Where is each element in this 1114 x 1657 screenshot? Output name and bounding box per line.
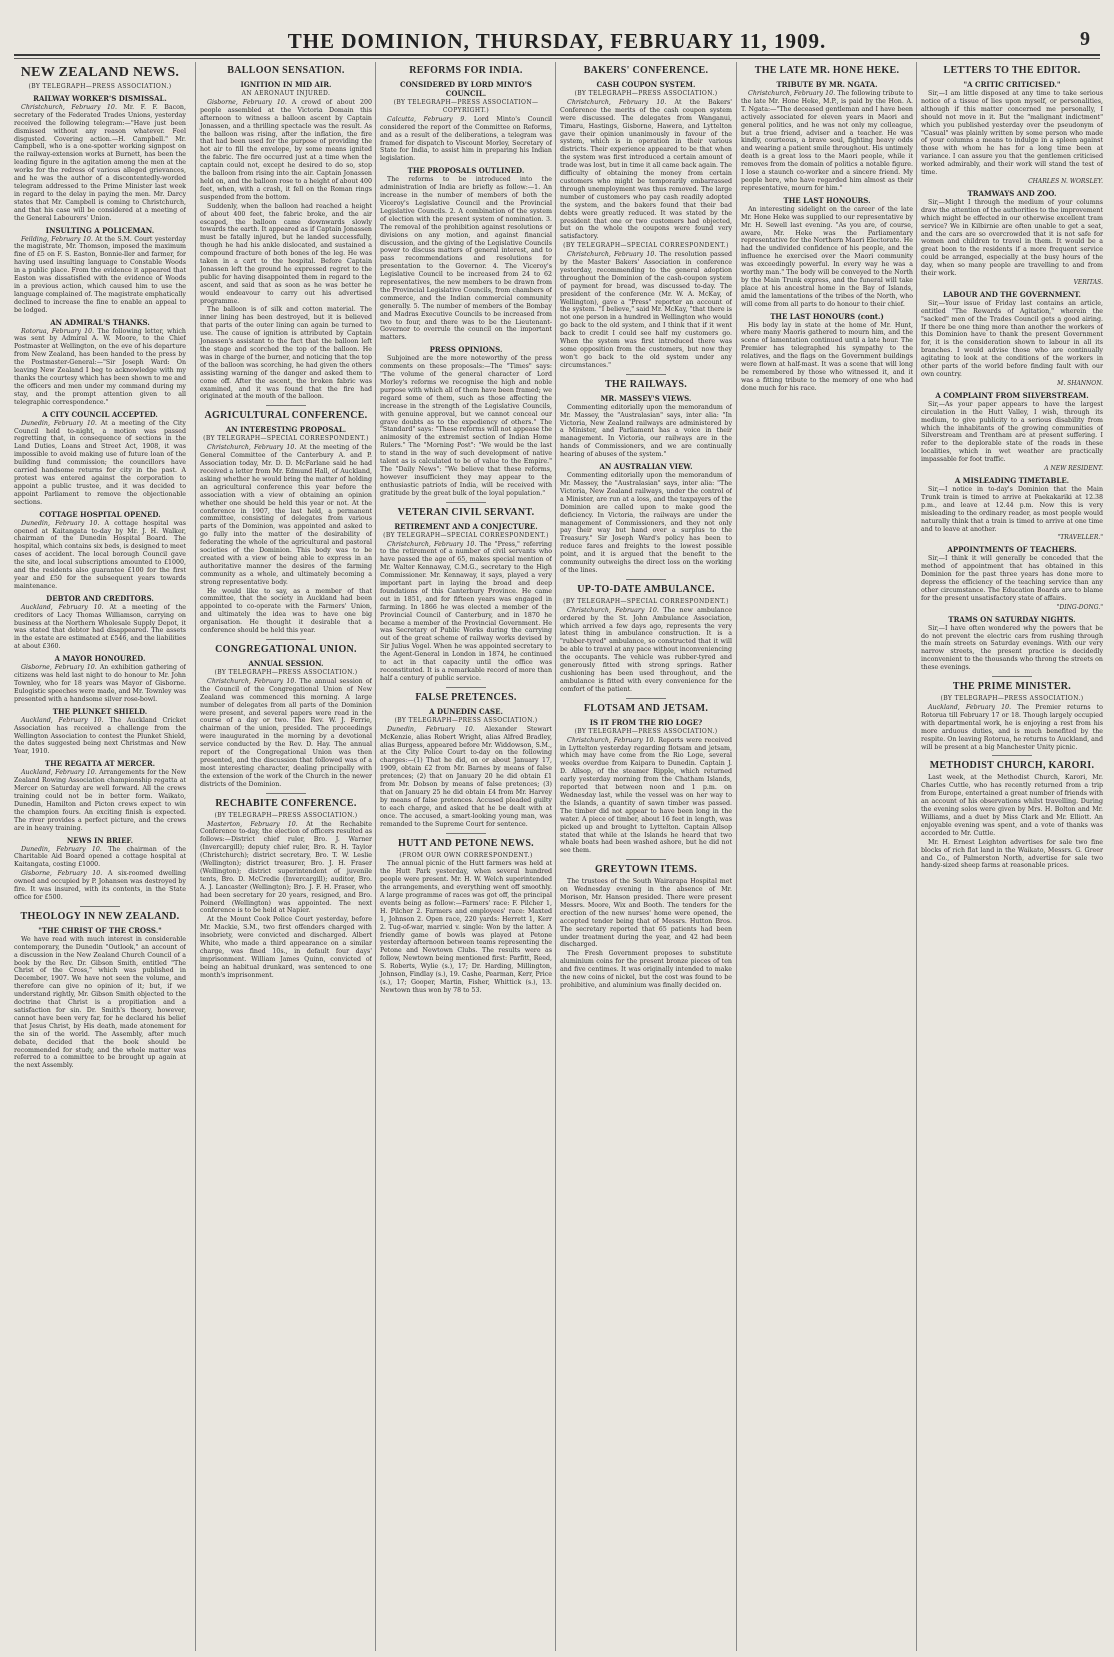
article <box>14 410 186 507</box>
article <box>200 639 372 789</box>
article-text: The Premier returns to Rotorua till February 17 or 18. Though largely occupied with departmental work, he is enjoying a rest from his more arduous duties, and is much benefited by the respite. On leaving Rotorua, he returns to Auckland, and will be present at a big Manchester Unity picnic. <box>921 704 1103 751</box>
article-headline: THE PRIME MINISTER. <box>952 681 1072 693</box>
article-body <box>14 846 186 870</box>
article-body <box>380 860 552 994</box>
article-subheading: A MISLEADING TIMETABLE. <box>954 475 1070 485</box>
article-source-line: (FROM OUR OWN CORRESPONDENT.) <box>399 851 533 859</box>
article-body <box>200 916 372 979</box>
article-dateline: Rotorua, February 10. <box>21 327 95 335</box>
article-headline: FALSE PRETENCES. <box>415 691 517 703</box>
article-headline: THE LATE MR. HONE HEKE. <box>754 65 900 76</box>
article-subheading: RETIREMENT AND A CONJECTURE. <box>394 521 538 531</box>
article-text: Reports were received in Lyttelton yesterday regarding flotsam and jetsam, which may have come from the Rio Loge, several weeks overdue from Kaipara to Dunedin. Captain J. D. Allsop, of the steamer Ripple, which returned early yesterday morning from the Chatham Islands, reported that between noon and 1 p.m. on Wednesday last, while the vessel was on her way to the Islands, a quantity of sawn timber was passed. The timber did not appear to have been long in the water. A piece of timber, about 16 feet in length, was picked up and brought to Lyttelton. Captain Allsop stated that while at the Islands he heard that two whale boats had been washed ashore, but he did not see them. <box>560 736 732 855</box>
article-body <box>200 444 372 586</box>
article <box>380 345 552 497</box>
article-text: Mr. H. Ernest Leighton advertises for sale two fine blocks of rich flat land in the Waikato, Messrs. G. Greer and Co., of Palmerston North, advertise for sale two handy-sized sheep farms at reasonable prices. <box>921 838 1103 870</box>
article <box>14 870 186 902</box>
article-subheading: MR. MASSEY'S VIEWS. <box>600 393 692 403</box>
article-body <box>560 737 732 856</box>
section-divider <box>626 698 666 699</box>
article-text: Lord Minto's Council considered the report of the Committee on Reforms, and as a result of the deliberations, a telegram was framed for dispatch to Viscount Morley, Secretary of State for India, to assist him in preparing his Indian legislation. <box>380 115 552 163</box>
article-text: At the Mount Cook Police Court yesterday, before Mr. Mackie, S.M., two first offenders charged with insobriety, were convicted and discharged. Albert White, who made a third appearance on a similar charge, was fined 10s., in default four days' imprisonment. William James Quinn, convicted of being an habitual drunkard, was sentenced to one month's imprisonment. <box>200 916 372 979</box>
article-body <box>560 950 732 990</box>
article-dateline: Christchurch, February 10. <box>748 90 836 97</box>
article <box>560 65 732 241</box>
article-text: The resolution passed by the Master Bakers' Association in conference yesterday, recommending to the general adoption throughout the Dominion of the cash-coupon system of payment for bread, was discussed to-day. The president of the conference (Mr. W. A. McKay, of Wellington), gave a "Press" reporter an account of the system. "I believe," said Mr. McKay, "that there is not one person in a hundred in Wellington who would go back to the old system, and I think that if it went back to credit I could see half my customers go. When the system was first introduced there was some opposition from the customers, but now they won't go back to the old system under any circumstances." <box>560 251 732 369</box>
article-body <box>14 420 186 507</box>
section-divider <box>992 676 1032 677</box>
article-body <box>380 176 552 342</box>
article-headline: UP-TO-DATE AMBULANCE. <box>577 583 715 595</box>
article <box>560 242 732 370</box>
article <box>14 836 186 870</box>
article-subheading: DEBTOR AND CREDITORS. <box>46 593 154 603</box>
article-body <box>560 472 732 575</box>
article-text: The annual session of the Council of the Congregational Union of New Zealand was commenced this morning. A large number of delegates from all parts of the Dominion were present, and several papers were read in the course of a day or two. The Rev. W. J. Ferrie, chairman of the union, presided. The proceedings were inaugurated in the morning by a devotional service conducted by the Rev. D. Hay. The annual report of the Congregational Union was then presented, and the discussion that followed was of a most interesting character, dealing principally with the extension of the work of the Church in the newer districts of the Dominion. <box>200 677 372 788</box>
article-text: At the S.M. Court yesterday the magistrate, Mr. Thomson, imposed the maximum fine of £5 on F. S. Easton, Bonnie-ller and farmer, for having used insulting language to Constable Woods in a public place. From the evidence it appeared that Easton was dissatisfied with the evidence of Woods in a previous action, which caused him to use the language complained of. The magistrate emphatically declined to increase the fine to enable an appeal to be lodged. <box>14 235 186 314</box>
article-text: At the Bakers' Conference the merits of the cash coupon system were discussed. The delegates from Wanganui, Timaru, Hastings, Gisborne, Hawera, and Lyttelton gave their opinion unanimously in favour of the system, which is in operation in their various districts. Their experience appeared to be that when the system was first introduced a certain amount of trade was lost, but in time it all came back again. The difficulty of obtaining the money from certain customers who might be temporarily embarrassed through unemployment was thus removed. The large number of customers who pay cash readily adopted the system, and the bakers found that their bad debts were greatly reduced. It was stated by the president that one or two customers had objected, but on the whole the coupons were found very satisfactory. <box>560 98 732 241</box>
article-text: Commenting editorially upon the memorandum of Mr. Massey, the "Australasian" says, inter alia: "The Victoria, New Zealand railways, under the control of a Minister, are run at a loss, and the taxpayers of the Dominion are called upon to make good the deficiency. In Victoria, the railways are under the management of Commissioners, and they not only pay their way but hand over a surplus to the Treasury." Sir Joseph Ward's policy has been to reduce fares and freights to the lowest possible point, and it is argued that the benefit to the community outweighs the direct loss on the working of the lines. <box>560 472 732 574</box>
article-dateline: Christchurch, February 10. <box>21 103 117 111</box>
article-source-line: (BY TELEGRAPH—PRESS ASSOCIATION.) <box>214 669 358 676</box>
article <box>921 839 1103 871</box>
article-body <box>921 774 1103 837</box>
column-1 <box>14 62 186 1651</box>
article-subheading: IS IT FROM THE RIO LOGE? <box>589 717 703 727</box>
article-headline: VETERAN CIVIL SERVANT. <box>397 506 535 518</box>
article <box>380 166 552 342</box>
article-subheading: THE PLUNKET SHIELD. <box>52 706 148 716</box>
article-dateline: Christchurch, February 10. <box>567 251 657 259</box>
article-body <box>14 870 186 902</box>
article-text: Alexander Stewart McKenzie, alias Robert Wright, alias Alfred Bradley, alias Burgess, appeared before Mr. Widdowson, S.M., at the City Police Court to-day on the following charges:—(1) That he did, on or about January 17, 1909, obtain £2 from Mr. Barnes by means of false pretences; (2) that on January 20 he did obtain £1 from Mr. Dobson by means of false pretences; (3) that on January 25 he did obtain £4 from Mr. Harvey by means of false pretences. Accused pleaded guilty to each charge, and asked that he be dealt with at once. The accused, a smart-looking young man, was remanded to the Supreme Court for sentence. <box>380 725 552 828</box>
article-body <box>200 678 372 789</box>
article-text: He would like to say, as a member of that committee, that the society in Auckland had been appointed to co-operate with the Farmers' Union, and ultimately the idea was to have one big organisation. He thought it desirable that a conference should be held this year. <box>200 587 372 635</box>
article <box>380 65 552 163</box>
article-source-line: AN AERONAUT INJURED. <box>241 90 331 97</box>
article-text: An exhibition gathering of citizens was held last night to do honour to Mr. John Townley, who for 18 years was Mayor of Gisborne. Eulogistic speeches were made, and Mr. Townley was presented with a handsome silver rose-bowl. <box>14 664 186 703</box>
article-subheading: THE PROPOSALS OUTLINED. <box>407 166 525 176</box>
article-dateline: Auckland, February 10. <box>21 603 104 611</box>
article <box>14 65 186 91</box>
article-body <box>921 199 1103 278</box>
article <box>560 462 732 575</box>
article-body <box>14 236 186 315</box>
article-headline: METHODIST CHURCH, KARORI. <box>929 760 1095 772</box>
letter-signature: A NEW RESIDENT. <box>1044 465 1103 473</box>
article-subheading: CASH COUPON SYSTEM. <box>596 80 696 89</box>
article-body <box>14 717 186 757</box>
article-dateline: Masterton, February 10. <box>207 820 298 828</box>
article-source-line: (BY TELEGRAPH—SPECIAL CORRESPONDENT.) <box>563 597 729 605</box>
article-text: Mr. F. F. Bacon, secretary of the Federated Trades Unions, yesterday received the following telegram:—"Have just been dismissed without any reason whatever. Feel disgusted. Covering action.—H. Campbell." Mr. Campbell, who is a one-spotter working signpost on the railway-extension works at Burnett, has been the leading figure in the agitation among the men at the works for the redress of various alleged grievances, and he was the author of a discontentedly-worded telegram addressed to the Prime Minister last week in regard to the delay in paying the men. Mr. Darcy states that Mr. Campbell is coming to Christchurch, and that his case will be considered at a meeting of the General Labourers' Union. <box>14 103 186 222</box>
article-subheading: THE REGATTA AT MERCER. <box>44 759 156 769</box>
article <box>200 65 372 202</box>
article-body <box>200 99 372 202</box>
article <box>380 687 552 829</box>
article <box>14 654 186 704</box>
article-dateline: Christchurch, February 10. <box>207 444 297 452</box>
article <box>14 906 186 1070</box>
article-dateline: Gisborne, February 10. <box>21 870 103 878</box>
article-dateline: Christchurch, February 10. <box>567 606 659 614</box>
article <box>560 374 732 459</box>
article <box>741 312 913 393</box>
article-text: Sir,—As your paper appears to have the largest circulation in the Hutt Valley, I wish, through its medium, to give publicity to a serious disability from which the inhabitants of the growing communities of Silverstream and Trentham are at present suffering. I refer to the deplorable state of the roads in these localities, which in wet weather are practically impassable for foot traffic. <box>921 400 1103 464</box>
article <box>921 476 1103 542</box>
article-text: The Fresh Government proposes to substitute aluminium coins for the present bronze pieces of ten and five centimes. It was originally intended to make the new coins of nickel, but the cost was found to be prohibitive, and aluminium was finally decided on. <box>560 950 732 989</box>
article-dateline: Feilding, February 10. <box>21 235 93 243</box>
article-subheading: TRAMS ON SATURDAY NIGHTS. <box>948 614 1076 624</box>
article-body <box>14 104 186 223</box>
article-body <box>380 541 552 683</box>
article-headline: NEW ZEALAND NEWS. <box>20 65 180 80</box>
article-dateline: Calcutta, February 9. <box>387 115 467 123</box>
article-subheading: TRIBUTE BY MR. NGATA. <box>776 80 878 89</box>
article-subheading: RAILWAY WORKER'S DISMISSAL. <box>33 93 167 103</box>
article-headline: CONGREGATIONAL UNION. <box>215 644 357 655</box>
article-dateline: Gisborne, February 10. <box>207 98 287 106</box>
article-text: An interesting sidelight on the career of the late Mr. Hone Heke was supplied to our representative by Mr. H. Sewell last evening. "As you are, of course, aware, Mr. Heke was the Parliamentary representative for the Northern Maori Electorate. He had the undivided confidence of his people, and the influence he exercised over the Maori community was exceedingly powerful. In every way he was a worthy man." The body will be conveyed to the North by the Main Trunk express, and the funeral will take place at his ancestral home in the Bay of Islands, amid the lamentations of the tribes of the North, who will come from all parts to do honour to their chief. <box>741 205 913 308</box>
article-text: The annual picnic of the Hutt farmers was held at the Hutt Park yesterday, when several hundred people were present. Mr. H. W. Welch superintended the arrangements, and everything went off smoothly. A large programme of races was got off, the principal events being as follow:—Farmers' race: F. Pilcher 1, H. Pilcher 2. Farmers and employees' race: Maxted 1, Johnson 2. Open race, 220 yards: Herrett 1, Kerr 2. Tug-of-war, married v. single: Won by the latter. A friendly game of bowls was played at Petone yesterday afternoon between teams representing the Petone and Newtown Clubs. The results were as follow, Newtown being mentioned first: Parfitt, Reed, S. Roberts, Wylie (s.), 17; Dr. Harding, Millington, Johnson, Findlay (s.), 19. Cashe, Pearman, Kerr, Price (s.), 17; Gooper, Martin, Fisher, Whittick (s.), 13. Newtown thus won by 78 to 53. <box>380 860 552 994</box>
article-body <box>741 206 913 309</box>
article-text: The reforms to be introduced into the administration of India are briefly as follow:—1. An increase in the number of members of both the Viceroy's Legislative Council and the Provincial Legislative Councils. 2. A combination of the system of election with the present system of nomination. 3. The removal of the prohibition against resolutions or divisions on any motion, and against financial discussion, and the giving of the Legislative Councils power to discuss matters of general interest, and to pass recommendations and resolutions for presentation to the Governor. 4. The Viceroy's Legislative Council to be increased from 24 to 62 representatives, the new members to be drawn from the Provincial Legislative Councils, from chambers of commerce, and the Indian commercial community generally. 5. The number of members of the Bombay and Madras Executive Councils to be increased from two to four, and there was to be the Lieutenant-Governor to overrule the council on the important matters. <box>380 176 552 342</box>
article-headline: GREYTOWN ITEMS. <box>594 864 698 876</box>
article-dateline: Gisborne, February 10. <box>21 664 97 672</box>
article-text: The trustees of the South Wairarapa Hospital met on Wednesday evening in the absence of Mr. Morison, Mr. Hanson presided. There were present Messrs. Moore, Wix and Booth. The tenders for the erection of the new nurses' home were opened, the accepted tender being that of Messrs. Hutton Bros. The secretary reported that 65 patients had been under treatment during the year, and 42 had been discharged. <box>560 878 732 949</box>
article-source-line: (BY TELEGRAPH—PRESS ASSOCIATION.) <box>394 716 538 724</box>
article-body <box>560 404 732 459</box>
article-subheading: ANNUAL SESSION. <box>248 659 324 668</box>
article-body <box>200 588 372 635</box>
article-source-line: (BY TELEGRAPH—PRESS ASSOCIATION.) <box>28 83 172 90</box>
masthead <box>14 28 1100 56</box>
article-subheading: APPOINTMENTS OF TEACHERS. <box>947 545 1077 555</box>
article-body <box>14 664 186 704</box>
article <box>14 759 186 832</box>
section-divider <box>266 793 306 794</box>
column-3 <box>375 62 552 1651</box>
article-body <box>14 936 186 1070</box>
article-text: At the meeting of the General Committee of the Canterbury A. and P. Association today, Mr. D. D. McFarlane said he had received a letter from Mr. Edmund Hall, of Auckland, asking whether he would bring the matter of holding an agricultural conference this year before the association with a view of obtaining an opinion whether one should be held this year or not. At the conference in 1907, the last held, a permanent committee, consisting of delegates from various parts of the Dominion, was appointed and asked to go fully into the matter of the desirability of federating the whole of the agricultural and pastoral societies of the Dominion. This body was to be created with a view of being able to express in an authoritative manner the desires of the farming community as a whole, and ultimately becoming a strong representative body. <box>200 444 372 586</box>
article-headline: BALLOON SENSATION. <box>227 65 345 76</box>
article-headline: THEOLOGY IN NEW ZEALAND. <box>20 910 180 922</box>
article <box>921 545 1103 611</box>
article <box>921 65 1103 186</box>
column-6 <box>916 62 1103 1651</box>
article <box>560 698 732 856</box>
article-body <box>14 328 186 407</box>
section-divider <box>626 374 666 375</box>
article-headline: REFORMS FOR INDIA. <box>409 65 523 76</box>
article-text: The following tribute to the late Mr. Hone Heke, M.P., is paid by the Hon. A. T. Ngata:—"The deceased gentleman and I have been actively associated for eleven years in Maori and general politics, and he was not only my colleague, but a true friend, adviser and a teacher. He was kindly, courteous, a brave soul, fighting heavy odds and wearing a patient smile throughout. His untimely death is a great loss to the Maori people, while it removes from the domain of politics a notable figure. I lose a staunch co-worker and a sincere friend. My people here, who have regarded him almost as their representative, mourn for him." <box>741 90 913 192</box>
article-text: The chairman of the Charitable Aid Board opened a cottage hospital at Kaitangata, costing £1000. <box>14 845 186 869</box>
article <box>560 859 732 949</box>
article-text: We have read with much interest in considerable contemporary, the Dunedin "Outlook," an account of a discussion in the New Zealand Church Council of a book by the Rev. Dr. Gibson Smith, entitled "The Christ of the Cross," which was published in December, 1907. We have not seen the volume, and therefore can give no opinion of it; but, if we understand rightly, Mr. Gibson Smith objected to the doctrine that Christ is a propitiation and a satisfaction for sin. Dr. Smith's theory, however, cannot have been very far, for he declared his belief that Jesus Christ, by His death, made atonement for the sin of the world. The Assembly, after much debate, decided that the book should be recommended for study, and the whole matter was referred to a committee to be brought up again at the next Assembly. <box>14 935 186 1070</box>
article-subheading: "THE CHRIST OF THE CROSS." <box>38 925 162 935</box>
article-text: The following letter, which was sent by Admiral A. W. Moore, to the Chief Postmaster at Wellington, on the eve of his departure from New Zealand, has been handed to the press by the Postmaster-General:—"Sir Joseph Ward: On leaving New Zealand I beg to acknowledge with my thanks the courtesy which has been shown to me and the officers and men under my command during my stay, and the prompt attention given to all telegraphic correspondence." <box>14 327 186 406</box>
article-subheading: THE LAST HONOURS. <box>783 195 871 205</box>
section-divider <box>626 579 666 580</box>
article <box>200 203 372 306</box>
letter-signature: CHARLES N. WORSLEY. <box>1028 177 1103 185</box>
article-headline: RECHABITE CONFERENCE. <box>215 797 357 809</box>
article <box>921 290 1103 388</box>
article <box>921 676 1103 751</box>
article-text: Sir,—I am little disposed at any time to take serious notice of a tissue of lies upon myself, or personalities, although if this matter concerned me personally, I should not move in it. But the "malignant indictment" which you published yesterday over the pseudonym of "Casual" was plainly written by some person who made of your columns a means to indulge in a spleen against those with whom he has for a long time been at variance. I can assure you that the gentlemen criticised worked admirably, and their work will stand the test of time. <box>921 90 1103 177</box>
article-text: At a meeting of the City Council held to-night, a motion was passed regretting that, in consequence of sections in the Land Duties, Loans and Street Act, 1908, it was impossible to avoid making use of future loan of the building fund commission; the councillors have carried handsome returns for city in the past. A protest was entered against the corporation to appoint a public trustee, and it was decided to appoint Parliament to remove the objectionable sections. <box>14 419 186 506</box>
section-divider <box>446 502 486 503</box>
article <box>560 950 732 990</box>
article <box>921 391 1103 473</box>
article-dateline: Auckland, February 10. <box>21 769 97 777</box>
article-dateline: Christchurch, February 10. <box>567 98 667 106</box>
article-body <box>560 251 732 370</box>
article <box>14 594 186 651</box>
article-subheading: LABOUR AND THE GOVERNMENT. <box>943 289 1081 299</box>
article-text: The new ambulance ordered by the St. John Ambulance Association, which arrived a few days ago, represents the very latest thing in ambulance construction. It is a "rubber-tyred" ambulance, so constructed that it will be able to travel at any pace without inconveniencing the occupants. The vehicle was rubber-tyred and generously fitted with strong springs. Rather cushioning has been used throughout, and the ambulance is fitted with every convenience for the comfort of the patient. <box>560 606 732 693</box>
article-subheading: IGNITION IN MID AIR. <box>240 80 332 89</box>
article-text: Sir,—I notice in to-day's Dominion that the Main Trunk train is timed to arrive at Paekakariki at 12.38 p.m., and leave at 12.44 p.m. Now this is very misleading to the ordinary reader, as most people would naturally think that a train is timed to arrive at one time and to leave at another. <box>921 485 1103 533</box>
article-dateline: Auckland, February 10. <box>928 704 1012 711</box>
article-headline: LETTERS TO THE EDITOR. <box>943 65 1081 76</box>
section-divider <box>266 639 306 640</box>
article-dateline: Christchurch, February 10. <box>567 736 656 744</box>
article-text: His body lay in state at the home of Mr. Hunt, where many Maoris gathered to mourn him, and the scene of lamentation continued until a late hour. The Premier has telegraphed his sympathy to the relatives, and the flags on the Government buildings were flown at half-mast. It was a scene that will long be remembered by those who witnessed it, and it was a fitting tribute to the memory of one who had done much for his race. <box>741 321 913 392</box>
article-source-line: (BY TELEGRAPH—PRESS ASSOCIATION.) <box>574 727 718 735</box>
article <box>14 510 186 591</box>
article-body <box>921 90 1103 177</box>
article-source-line: (BY TELEGRAPH—SPECIAL CORRESPONDENT.) <box>563 242 729 250</box>
article-body <box>200 306 372 401</box>
article <box>741 196 913 309</box>
article-text: At the Rechabite Conference to-day, the election of officers resulted as follows:—District chief ruler, Bro. J. Warner (Invercargill); deputy chief ruler, Bro. R. H. Taylor (Christchurch); district secretary, Bro. T. W. Leslie (Wellington); district treasurer, Bro. J. H. Fraser (Wellington); district superintendent of juvenile tents, Bro. D. McCredie (Invercargill); auditor, Bro. A. J. Lancaster (Wellington); Bro. J. F. H. Fraser, who had been secretary for 20 years, resigned, and Bro. Poinerd (Wellington) was appointed. The next conference is to be held at Napier. <box>200 820 372 915</box>
article-dateline: Dunedin, February 10. <box>21 845 102 853</box>
article-source-line: (BY TELEGRAPH—PRESS ASSOCIATION.) <box>940 695 1084 703</box>
article-source-line: (BY TELEGRAPH—SPECIAL CORRESPONDENT.) <box>203 435 369 443</box>
article-text: At a meeting of the creditors of Lacy Thomas Williamson, carrying on business at the Northern Wholesale Supply Depot, it was stated that debtor had disappeared. The assets in the estate are estimated at £546, and the liabilities at about £360. <box>14 603 186 651</box>
article-body <box>921 486 1103 533</box>
article-headline: AGRICULTURAL CONFERENCE. <box>204 410 368 422</box>
article-source-line: (BY TELEGRAPH—SPECIAL CORRESPONDENT.) <box>383 531 549 539</box>
article-subheading: A MAYOR HONOURED. <box>54 654 146 664</box>
article-body <box>741 322 913 393</box>
column-5 <box>736 62 913 1651</box>
article-headline: BAKERS' CONFERENCE. <box>583 65 709 76</box>
article-body <box>14 520 186 591</box>
article-body <box>14 604 186 651</box>
article-body <box>921 625 1103 672</box>
letter-signature: VERITAS. <box>1073 278 1103 286</box>
article-text: A cottage hospital was opened at Kaitangata to-day by Mr. J. H. Walker, chairman of the Dunedin Hospital Board. The hospital, which contains six beds, is designed to meet cases of accident. The local borough Council gave the site, and local subscriptions amounted to £1000, and the residents also guarantee £100 for the first year and £50 for the subsequent years towards maintenance. <box>14 519 186 590</box>
article-body <box>921 401 1103 464</box>
article-text: Last week, at the Methodist Church, Karori, Mr. Charles Cuttle, who has recently returned from a trip from Europe, entertained a great number of friends with an account of his observations whilst travelling. During the evening solos were given by Mrs. H. Bolton and Mr. Williams, and a duet by Miss Clark and Mr. Elliott. An enjoyable evening was spent, and a vote of thanks was accorded to Mr. Cuttle. <box>921 774 1103 837</box>
page-number: 9 <box>1080 28 1090 50</box>
section-divider <box>266 405 306 406</box>
article-subheading: A COMPLAINT FROM SILVERSTREAM. <box>935 390 1089 400</box>
article <box>921 615 1103 672</box>
article-subheading: COTTAGE HOSPITAL OPENED. <box>39 509 161 519</box>
article <box>380 833 552 995</box>
article-subheading: PRESS OPINIONS. <box>429 345 503 355</box>
article-dateline: Dunedin, February 10. <box>387 725 475 733</box>
article <box>200 306 372 401</box>
article-text: The Auckland Cricket Association has received a challenge from the Wellington Association to contest the Plunket Shield, the dates suggested being next Christmas and New Year, 1910. <box>14 716 186 756</box>
article <box>14 707 186 757</box>
article-source-line: (BY TELEGRAPH—PRESS ASSOCIATION—COPYRIGHT.) <box>393 99 539 114</box>
article-text: Sir,—I have often wondered why the powers that be do not prevent the electric cars from rushing through the main streets on Saturday evenings. With our very narrow streets, the present practice is decidedly inconvenient to the thousands who throng the streets on these evenings. <box>921 624 1103 672</box>
article-subheading: THE LAST HONOURS (cont.) <box>770 311 884 321</box>
article <box>200 793 372 916</box>
article <box>14 94 186 223</box>
article-text: Sir,—Might I through the medium of your columns draw the attention of the authorities to the improvement which might be effected in our otherwise excellent tram service? We in Kilbirnie are often unable to get a seat, and the cars are so overcrowded that it is not safe for women and children to travel in them. It would be a great boon to the residents if a more frequent service could be arranged, especially at the busy hours of the day, when so many people are travelling to and from their work. <box>921 198 1103 278</box>
article-body <box>380 355 552 497</box>
article-headline: HUTT AND PETONE NEWS. <box>398 837 534 849</box>
article-text: Subjoined are the more noteworthy of the press comments on these proposals:—The "Times" says: "The volume of the general character of Lord Morley's reforms we recognise the high and noble purpose with which all of them have been framed; we regard some of them, such as those affecting the increase in the strength of the Legislative Councils, with genuine approval, but we cannot conceal our grave doubts as to the expediency of others." The "Standard" says: "These reforms will not appease the animosity of the extremist section of Indian Home Rulers." The "Morning Post": "We would be the last to stand in the way of such development of native talent as is calculated to be of value to the Empire." The "Daily News": "We believe that these reforms, however insufficient they may appear to the enthusiastic patriots of India, will be received with gratitude by the great bulk of the loyal population." <box>380 355 552 497</box>
section-divider <box>626 859 666 860</box>
article-dateline: Auckland, February 10. <box>21 716 104 724</box>
article-body <box>921 555 1103 602</box>
article-dateline: Dunedin, February 10. <box>21 519 100 527</box>
article <box>14 318 186 407</box>
article-subheading: AN AUSTRALIAN VIEW. <box>599 462 693 472</box>
article-dateline: Christchurch, February 10. <box>387 540 477 548</box>
article-headline: THE RAILWAYS. <box>604 378 688 390</box>
article-text: The "Press," referring to the retirement of a number of civil servants who have passed the age of 65, makes special mention of Mr. Walter Kennaway, C.M.G., secretary to the High Commissioner. Mr. Kennaway, it says, played a very important part in laying the broad and deep foundations of this Canterbury Province. He came out in 1851, and for fifteen years was engaged in farming. In 1866 he was elected a member of the Provincial Council of Canterbury, and in 1870 he became a member of the Provincial Government. He was Secretary of Public Works during the carrying out of the great scheme of railway works devised by Sir Julius Vogel. When he was appointed secretary to the Agent-General in London in 1874, he continued to act in that capacity until the office was reconstituted. It is a remarkable record of more than half a century of public service. <box>380 540 552 682</box>
article-subheading: A CITY COUNCIL ACCEPTED. <box>42 409 158 419</box>
article-body <box>380 116 552 163</box>
section-divider <box>80 906 120 907</box>
article-source-line: (BY TELEGRAPH—PRESS ASSOCIATION.) <box>574 90 718 97</box>
section-divider <box>992 755 1032 756</box>
article-text: A crowd of about 200 people assembled at the Victoria Domain this afternoon to witness a balloon ascent by Captain Jonassen, and a thrilling spectacle was the result. As the balloon was rising, after the inflation, the fire that had been used for the purpose of providing the hot air to fill the envelope, by some means ignited the fabric. The fire occurred just at a time when the captain could not, except he desired to do so, stop the balloon from rising into the air. Captain Jonassen held on, and the balloon rose to a height of about 400 feet, when, with a crash, it fell on the Roman rings suspended from the bottom. <box>200 98 372 201</box>
article-subheading: TRAMWAYS AND ZOO. <box>967 188 1057 198</box>
article-subheading: NEWS IN BRIEF. <box>66 835 134 845</box>
article-text: Arrangements for the New Zealand Rowing Association championship regatta at Mercer on Saturday are well forward. All the crews training could not be in better form. Waikato, Dunedin, Hamilton and Picton crews expect to win the champion fours. An exciting finish is expected. The river provides a perfect picture, and the crews are in heavy training. <box>14 769 186 832</box>
article-subheading: AN ADMIRAL'S THANKS. <box>50 317 150 327</box>
article-body <box>380 726 552 829</box>
article-body <box>200 203 372 306</box>
columns-container <box>14 62 1103 1651</box>
article-subheading: CONSIDERED BY LORD MINTO'S COUNCIL. <box>400 80 532 98</box>
article <box>200 405 372 586</box>
article <box>200 916 372 979</box>
article <box>560 579 732 694</box>
article-subheading: "A CRITIC CRITICISED." <box>963 80 1061 89</box>
article <box>921 189 1103 287</box>
article-text: Commenting editorially upon the memorandum of Mr. Massey, the "Australasian" says, inter alia: "In Victoria, New Zealand railways are administered by a Minister, and Parliament has a voice in their management. In Victoria, our railways are in the hands of Commissioners, and we are continually hearing of abuses of the system." <box>560 403 732 459</box>
article-body <box>921 839 1103 871</box>
article-body <box>921 300 1103 379</box>
article-body <box>14 769 186 832</box>
article-dateline: Christchurch, February 10. <box>207 677 297 685</box>
article <box>200 588 372 635</box>
article-body <box>560 99 732 241</box>
article-source-line: (BY TELEGRAPH—PRESS ASSOCIATION.) <box>214 811 358 819</box>
article <box>741 65 913 193</box>
article-text: A six-roomed dwelling owned and occupied by P. Johansen was destroyed by fire. It was insured, with its contents, in the State office for £500. <box>14 870 186 901</box>
column-2 <box>195 62 372 1651</box>
masthead-title: THE DOMINION, THURSDAY, FEBRUARY 11, 1909. <box>287 28 827 53</box>
letter-signature: "TRAVELLER." <box>1057 534 1103 542</box>
article-body <box>200 821 372 916</box>
letter-signature: M. SHANNON. <box>1057 379 1103 387</box>
article-body <box>921 704 1103 751</box>
article-subheading: AN INTERESTING PROPOSAL. <box>225 425 347 435</box>
letter-signature: "DING-DONG." <box>1056 603 1103 611</box>
article-body <box>560 607 732 694</box>
article-body <box>560 878 732 949</box>
article-text: Suddenly, when the balloon had reached a height of about 400 feet, the fabric broke, and the air escaped, the balloon came downwards slowly towards the earth. It appeared as if Captain Jonassen must be fatally injured, but he landed successfully, though he had his ankle dislocated, and sustained a compound fracture of both bones of the leg. He was taken in a cart to the hospital. Before Captain Jonassen left the ground he expressed regret to the public for having disappointed them in regard to the ascent, and said that as soon as he was better he would endeavour to carry out his advertised programme. <box>200 202 372 305</box>
section-divider <box>446 687 486 688</box>
article-text: The balloon is of silk and cotton material. The inner lining has been destroyed, but it is believed that parts of the outer lining can again be turned to use. The cause of ignition is attributed by Captain Jonassen's assistant to the fact that the balloon left the stage and scorched the top of the balloon. He was in charge of the burner, and noticing that the top of the balloon was scorching, he had given the others assisting warning of the danger and asked them to come off. After the ascent, the broken fabric was examined, and it was found that the fire had originated at the mouth of the balloon. <box>200 306 372 401</box>
article-body <box>741 90 913 193</box>
column-4 <box>555 62 732 1651</box>
article-dateline: Dunedin, February 10. <box>21 419 97 427</box>
article-subheading: INSULTING A POLICEMAN. <box>45 225 155 235</box>
article-text: Sir,—Your issue of Friday last contains an article, entitled "The Rewards of Agitation," wherein the "sacked" men of the Trades Council gets a good airing. If there be one thing more than another the workers of this Dominion have to thank the present Government for, it is the consideration shown to labour in all its branches. I would advise those who are continually agitating to look at the conditions of the workers in other parts of the world before finding fault with our own country. <box>921 299 1103 378</box>
article-text: Sir,—I think it will generally be conceded that the method of appointment that has obtained in this Dominion for the past three years has done more to depress the efficiency of the teaching service than any other circumstance. The Education Boards are to blame for the present unsatisfactory state of affairs. <box>921 555 1103 602</box>
article <box>380 502 552 683</box>
article <box>14 226 186 315</box>
masthead-rule <box>14 58 1100 59</box>
article-subheading: A DUNEDIN CASE. <box>429 706 503 716</box>
article <box>921 755 1103 837</box>
section-divider <box>446 833 486 834</box>
article-headline: FLOTSAM AND JETSAM. <box>583 702 709 714</box>
